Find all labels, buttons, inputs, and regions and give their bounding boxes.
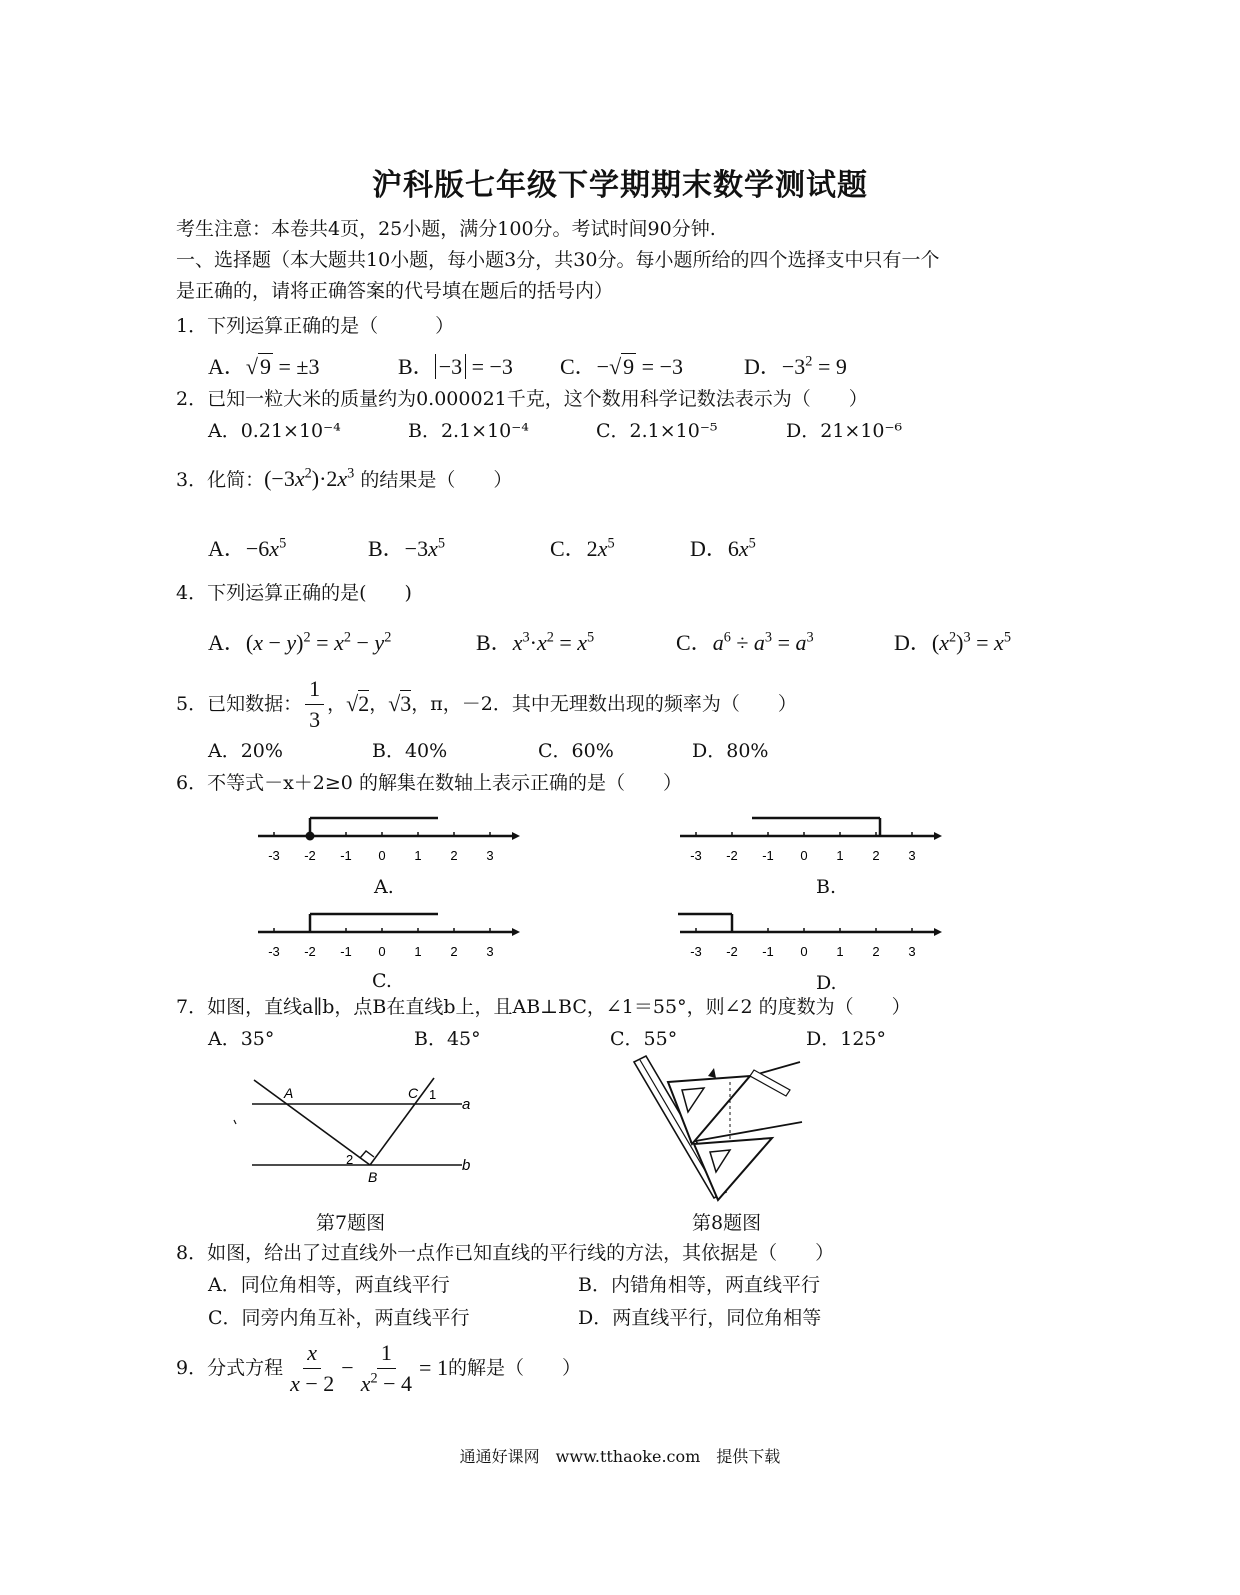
q8-option-b: B．内错角相等，两直线平行	[578, 1274, 820, 1296]
q6-label-c: C.	[372, 970, 392, 992]
q4-option-a: A．$(x - y)^2 = x^2 - y^2$	[208, 629, 392, 655]
q2-option-d: D．21×10⁻⁶	[786, 420, 903, 442]
tick-label: 0	[378, 848, 386, 863]
q6-label-a: A.	[374, 876, 394, 898]
q8-option-d: D．两直线平行，同位角相等	[578, 1307, 822, 1329]
q5-stem-prefix: 5．已知数据：	[176, 693, 303, 715]
page-footer: 通通好课网 www.tthaoke.com 提供下载	[459, 1447, 781, 1466]
solid-dot	[306, 832, 315, 841]
q5-option-d: D．80%	[692, 740, 769, 762]
set-square-bottom	[694, 1138, 772, 1200]
q7-option-d: D．125°	[806, 1028, 886, 1050]
tick-label: 1	[836, 848, 844, 863]
q3-option-b: B．$-3x^5$	[368, 535, 446, 561]
tick-label: 1	[414, 848, 422, 863]
tick-label: -3	[268, 848, 280, 863]
q7-option-c: C．55°	[610, 1028, 678, 1050]
exam-notice: 考生注意：本卷共4页，25小题，满分100分。考试时间90分钟.	[176, 218, 716, 240]
q9-fraction-1: $\frac{x}{x - 2}$	[290, 1339, 335, 1396]
q8-stem: 8．如图，给出了过直线外一点作已知直线的平行线的方法，其依据是（ ）	[176, 1242, 835, 1264]
q1-option-c: C．−√9 = −3	[560, 354, 683, 379]
number-line-d	[672, 904, 952, 966]
q9-stem-prefix: 9．分式方程	[176, 1357, 284, 1379]
q9-fraction-2: $\frac{1}{x^2 - 4}$	[360, 1339, 413, 1396]
q3-option-d: D．$6x^5$	[690, 535, 756, 561]
q5-fraction-one-third: $\frac{1}{3}$	[305, 674, 324, 735]
tick-label: 3	[486, 848, 494, 863]
segment-bc	[370, 1078, 437, 1165]
tick-label: -3	[268, 944, 280, 959]
tick-label: -3	[690, 944, 702, 959]
q5-stem-suffix: ，π，－2．其中无理数出现的频率为（ ）	[411, 693, 797, 715]
q9-stem-suffix: 的解是（ ）	[447, 1357, 581, 1379]
right-angle-mark	[360, 1151, 374, 1158]
q7-stem: 7．如图，直线a∥b，点B在直线b上，且AB⊥BC，∠1＝55°，则∠2 的度数为（ ）	[176, 996, 911, 1018]
tick-label: -1	[340, 944, 352, 959]
label-line-a: a	[462, 1096, 471, 1113]
q8-option-a: A．同位角相等，两直线平行	[208, 1274, 450, 1296]
tick-label: 2	[450, 944, 458, 959]
tick-label: 2	[872, 944, 880, 959]
q5-sqrt3: √3	[388, 691, 412, 716]
tick-label: 0	[800, 944, 808, 959]
q3-stem	[176, 466, 512, 493]
tick-label: 2	[450, 848, 458, 863]
label-angle-2: 2	[346, 1152, 354, 1167]
q1-option-a: A．√9 = ±3	[208, 354, 320, 379]
number-line-b	[672, 808, 952, 870]
q2-option-c: C．2.1×10⁻⁵	[596, 420, 718, 442]
q5-sqrt2: √2	[346, 691, 370, 716]
tick-label: -2	[726, 848, 738, 863]
tick-label: -1	[762, 848, 774, 863]
pencil	[750, 1070, 790, 1096]
tick-label: -2	[304, 944, 316, 959]
q7-option-a: A．35°	[208, 1028, 275, 1050]
q4-option-c: C．$a^6 \div a^3 = a^3$	[676, 629, 814, 655]
q5-stem: 5．已知数据： $\frac{1}{3}$ ， √2 ， √3 ，π，－2．其中无理数出现的频率为（ ）	[176, 672, 797, 736]
number-line-a	[250, 808, 530, 870]
q6-label-d: D.	[816, 972, 837, 994]
q8-option-c: C．同旁内角互补，两直线平行	[208, 1307, 470, 1329]
tick-label: 1	[414, 944, 422, 959]
number-line-c	[250, 904, 530, 966]
tick-label: -3	[690, 848, 702, 863]
q6-stem: 6．不等式－x＋2≥0 的解集在数轴上表示正确的是（ ）	[176, 772, 682, 794]
q5-option-b: B．40%	[372, 740, 448, 762]
tick-label: -1	[762, 944, 774, 959]
label-point-a: A	[284, 1085, 294, 1101]
tick-label: -2	[304, 848, 316, 863]
tick-label: 1	[836, 944, 844, 959]
q3-expression: $(-3x^2)\cdot 2x^3$	[264, 465, 355, 491]
q9-stem: 9．分式方程 $\frac{x}{x - 2}$ − $\frac{1}{x^2 - 4}$ = 1 的解是（ ）	[176, 1336, 581, 1400]
tick-label: 3	[908, 848, 916, 863]
point-marker	[708, 1068, 716, 1078]
label-line-b: b	[462, 1157, 471, 1174]
q4-stem: 4．下列运算正确的是( )	[176, 582, 412, 604]
tick-label: -2	[726, 944, 738, 959]
figure-q8	[630, 1052, 810, 1202]
q3-stem-suffix: 的结果是（ ）	[360, 469, 513, 491]
q2-option-b: B．2.1×10⁻⁴	[408, 420, 529, 442]
label-angle-1: 1	[429, 1087, 437, 1102]
tick-label: 3	[908, 944, 916, 959]
section-heading-line2: 是正确的，请将正确答案的代号填在题后的括号内）	[176, 280, 614, 302]
q2-option-a: A．0.21×10⁻⁴	[208, 420, 341, 442]
label-point-c: C	[408, 1085, 419, 1101]
tick-label: 0	[800, 848, 808, 863]
figure-q7	[222, 1068, 492, 1198]
figure-q8-caption: 第8题图	[692, 1212, 762, 1234]
q5-option-a: A．20%	[208, 740, 283, 762]
q3-option-a: A．$-6x^5$	[208, 535, 287, 561]
tick-label: 0	[378, 944, 386, 959]
q1-option-d: D．$-3^2 = 9$	[744, 353, 847, 379]
q1-stem: 1．下列运算正确的是（ ）	[176, 315, 455, 337]
q2-stem: 2．已知一粒大米的质量约为0.000021千克，这个数用科学记数法表示为（ ）	[176, 388, 868, 410]
label-point-b: B	[368, 1169, 378, 1185]
q4-option-b: B．$x^3\cdot x^2 = x^5$	[476, 629, 595, 655]
tick-label: 2	[872, 848, 880, 863]
tick-label: 3	[486, 944, 494, 959]
q4-option-d: D．$(x^2)^3 = x^5$	[894, 629, 1011, 655]
q6-label-b: B.	[816, 876, 837, 898]
tick-label: -1	[340, 848, 352, 863]
page-title: 沪科版七年级下学期期末数学测试题	[372, 168, 868, 203]
q1-option-b: B． −3 = −3	[398, 354, 513, 379]
q3-stem-prefix: 3．化简：	[176, 469, 265, 491]
section-heading-line1: 一、选择题（本大题共10小题，每小题3分，共30分。每小题所给的四个选择支中只有一个	[176, 249, 940, 271]
figure-q7-caption: 第7题图	[316, 1212, 386, 1234]
q3-option-c: C．$2x^5$	[550, 535, 615, 561]
q7-option-b: B．45°	[414, 1028, 481, 1050]
q5-option-c: C．60%	[538, 740, 614, 762]
